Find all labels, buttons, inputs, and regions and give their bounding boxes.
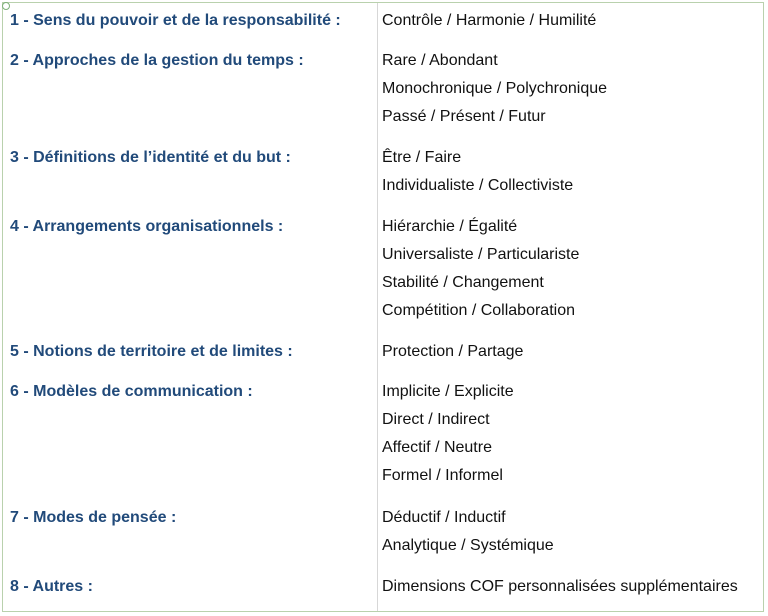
dimension-item: Hiérarchie / Égalité [382,218,518,235]
dimension-item: Implicite / Explicite [382,383,514,400]
dimension-list [382,52,607,136]
category-label: 5 - Notions de territoire et de limites : [10,343,293,360]
dimension-item: Protection / Partage [382,343,524,360]
dimension-item: Dimensions COF personnalisées supplémentaires [382,578,738,595]
dimension-item: Monochronique / Polychronique [382,80,608,97]
dimension-item: Passé / Présent / Futur [382,108,546,125]
dimension-item: Universaliste / Particulariste [382,246,580,263]
dimension-item: Formel / Informel [382,467,503,484]
column-divider [377,3,378,611]
category-label: 3 - Définitions de l’identité et du but : [10,149,291,166]
dimension-list [382,12,596,40]
dimension-item: Analytique / Systémique [382,537,554,554]
dimension-item: Direct / Indirect [382,411,490,428]
dimension-list [382,509,554,565]
dimension-list [382,578,738,606]
category-label: 2 - Approches de la gestion du temps : [10,52,304,69]
category-label: 4 - Arrangements organisationnels : [10,218,284,235]
dimension-list [382,383,514,495]
dimension-list [382,343,523,371]
dimension-list [382,218,579,330]
selection-handle[interactable] [2,2,10,10]
dimension-item: Stabilité / Changement [382,274,544,291]
category-label: 1 - Sens du pouvoir et de la responsabilité : [10,12,341,29]
dimension-item: Contrôle / Harmonie / Humilité [382,12,597,29]
dimension-item: Déductif / Inductif [382,509,506,526]
category-label: 6 - Modèles de communication : [10,383,253,400]
dimension-list [382,149,573,205]
category-label: 8 - Autres : [10,578,93,595]
dimension-item: Rare / Abondant [382,52,498,69]
dimension-item: Affectif / Neutre [382,439,492,456]
category-label: 7 - Modes de pensée : [10,509,177,526]
dimension-item: Individualiste / Collectiviste [382,177,574,194]
dimension-item: Compétition / Collaboration [382,302,575,319]
dimensions-table [2,2,764,612]
dimension-item: Être / Faire [382,149,462,166]
